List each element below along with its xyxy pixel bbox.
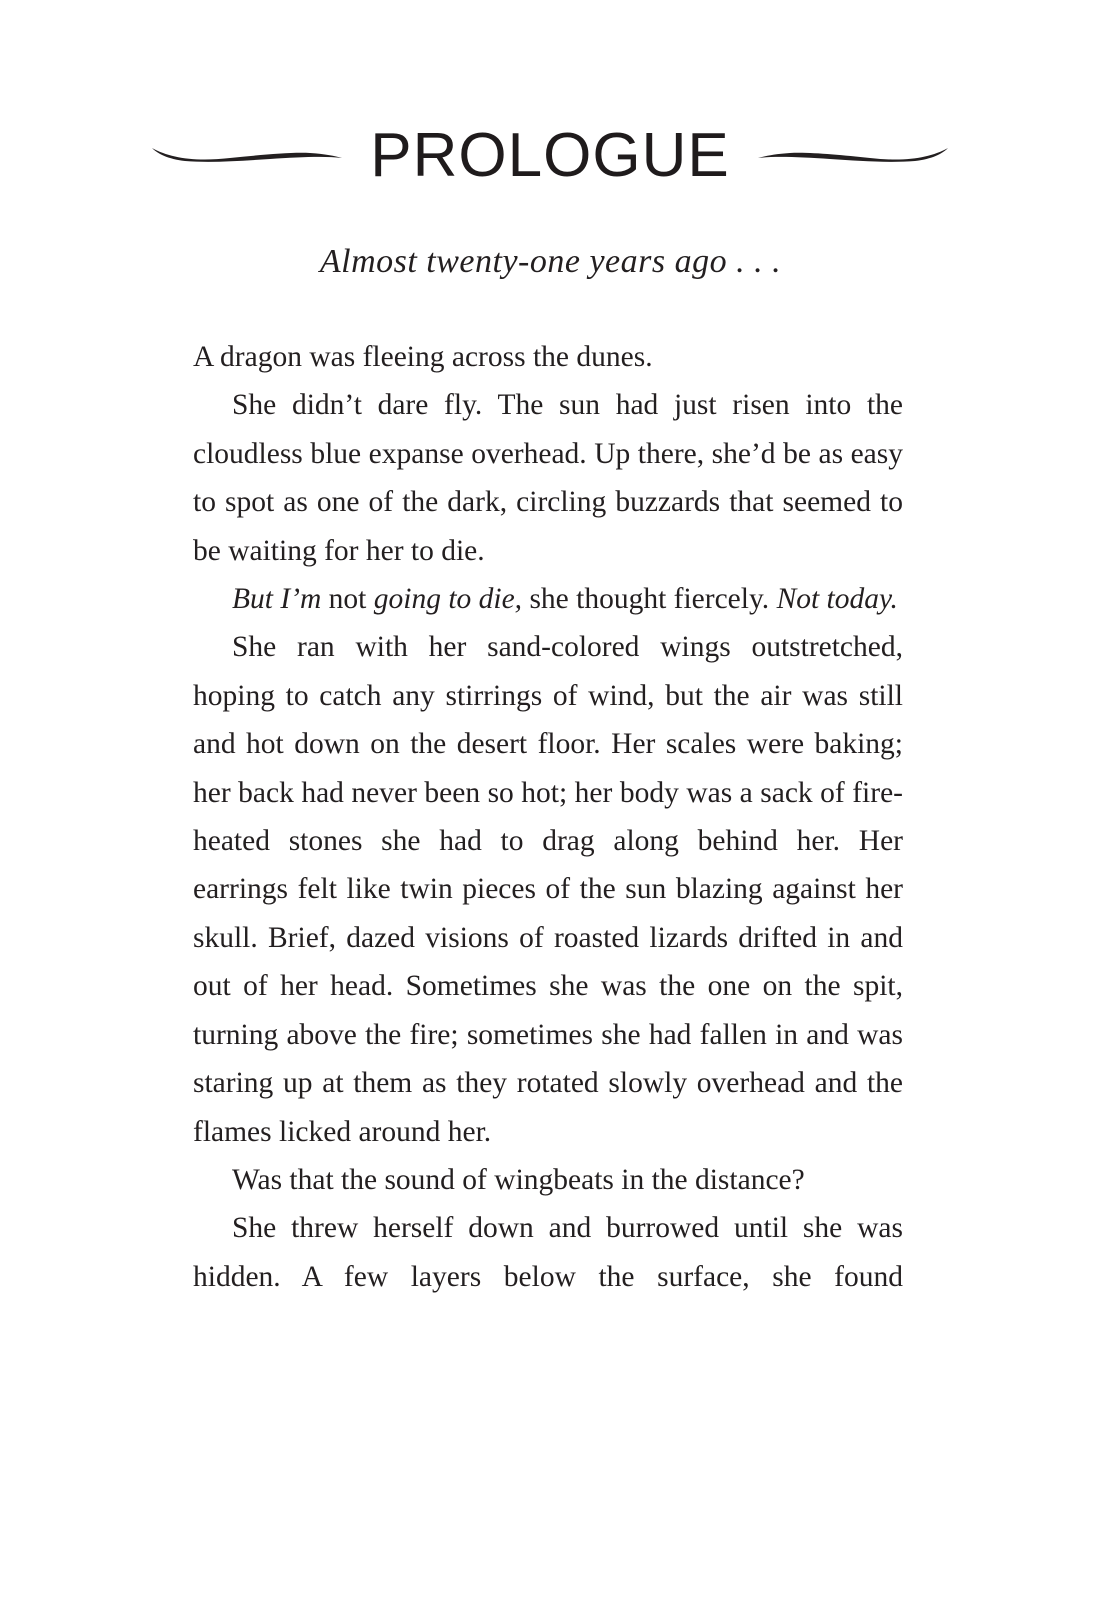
paragraph: [193, 575, 903, 623]
italic-text: Not today.: [776, 583, 898, 616]
paragraph: She didn’t dare fly. The sun had just risen into the cloudless blue expanse overhead. Up there, she’d be as easy to spot as one of the dark, circling buzzards that seemed to be waiting for her to die.: [193, 389, 903, 567]
right-flourish-icon: [755, 144, 950, 166]
chapter-body: [193, 333, 903, 1301]
italic-text: going to die,: [373, 583, 523, 616]
paragraph: She threw herself down and burrowed until she was hidden. A few layers below the surface, she found: [193, 1212, 903, 1293]
epigraph: Almost twenty-one years ago . . .: [319, 243, 782, 280]
paragraph-text: she thought fiercely.: [522, 583, 777, 616]
paragraph-text: not: [321, 583, 374, 616]
chapter-title: PROLOGUE: [370, 121, 730, 190]
paragraph: A dragon was fleeing across the dunes.: [193, 341, 653, 373]
italic-text: But I’m: [232, 583, 322, 616]
chapter-header: [150, 110, 950, 200]
left-flourish-icon: [150, 144, 345, 166]
paragraph: She ran with her sand-colored wings outstretched, hoping to catch any stirrings of wind, but the air was still and hot down on the desert floor. Her scales were baking; her back had never been so hot; her body was a sack of fire-heated stones she had to drag along behind her. Her earrings felt like twin pieces of the sun blazing against her skull. Brief, dazed visions of roasted lizards drifted in and out of her head. Sometimes she was the one on the spit, turning above the fire; sometimes she had fallen in and was staring up at them as they rotated slowly overhead and the flames licked around her.: [193, 631, 903, 1148]
paragraph: Was that the sound of wingbeats in the distance?: [232, 1163, 805, 1196]
